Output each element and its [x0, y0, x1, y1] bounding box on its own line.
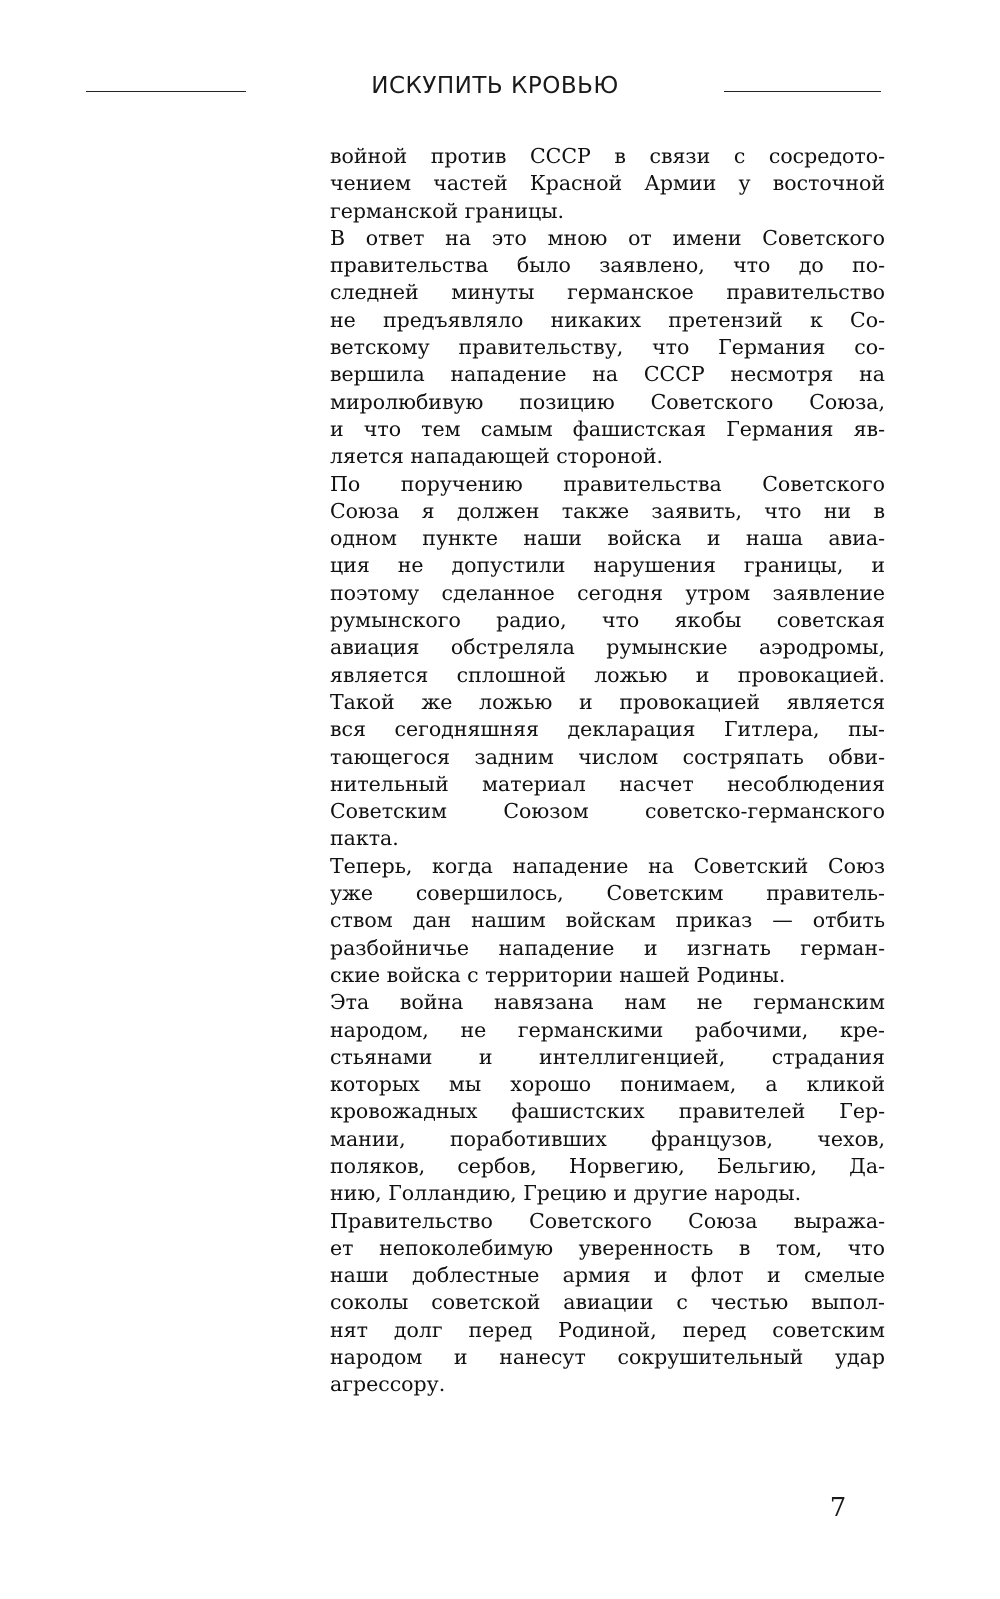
text-line: нят долг перед Родиной, перед советским: [330, 1317, 885, 1342]
text-line: миролюбивую позицию Советского Союза,: [330, 389, 885, 414]
text-line: ством дан нашим войскам приказ — отбить: [330, 908, 885, 933]
text-line: В ответ на это мною от имени Советского: [330, 225, 885, 250]
running-title: ИСКУПИТЬ КРОВЬЮ: [371, 73, 619, 99]
text-line: тающегося задним числом состряпать обви-: [330, 744, 885, 769]
text-line: стьянами и интеллигенцией, страдания: [330, 1044, 885, 1069]
text-line: одном пункте наши войска и наша авиа-: [330, 526, 885, 551]
text-line: народом и нанесут сокрушительный удар: [330, 1345, 885, 1370]
text-line: правительства было заявлено, что до по-: [330, 253, 885, 278]
text-line: вершила нападение на СССР несмотря на: [330, 362, 885, 387]
running-header: [0, 70, 1000, 110]
paragraph: [330, 989, 885, 1207]
text-line: уже совершилось, Советским правитель-: [330, 881, 885, 906]
text-line: которых мы хорошо понимаем, а кликой: [330, 1072, 885, 1097]
text-line: Эта война навязана нам не германским: [330, 990, 885, 1015]
text-line: чением частей Красной Армии у восточной: [330, 171, 885, 196]
paragraph: [330, 225, 885, 471]
text-line: авиация обстреляла румынские аэродромы,: [330, 635, 885, 660]
text-line: народом, не германскими рабочими, кре-: [330, 1017, 885, 1042]
paragraph: [330, 143, 885, 225]
page-number: 7: [829, 1493, 847, 1523]
text-line: наши доблестные армия и флот и смелые: [330, 1263, 885, 1288]
text-line: нию, Голландию, Грецию и другие народы.: [330, 1181, 802, 1206]
text-line: кровожадных фашистских правителей Гер-: [330, 1099, 885, 1124]
text-line: мании, поработивших французов, чехов,: [330, 1126, 885, 1151]
text-line: ет непоколебимую уверенность в том, что: [330, 1235, 885, 1260]
header-rule-left: [86, 91, 246, 92]
paragraph: [330, 471, 885, 853]
text-line: румынского радио, что якобы советская: [330, 608, 885, 633]
text-line: нительный материал насчет несоблюдения: [330, 771, 885, 796]
text-line: Теперь, когда нападение на Советский Союз: [330, 853, 885, 878]
text-line: Советским Союзом советско-германского: [330, 799, 885, 824]
text-line: германской границы.: [330, 198, 565, 223]
text-line: является сплошной ложью и провокацией.: [330, 662, 885, 687]
text-line: соколы советской авиации с честью выпол-: [330, 1290, 885, 1315]
body-text: [330, 143, 885, 1399]
paragraph: [330, 1208, 885, 1399]
text-line: поэтому сделанное сегодня утром заявление: [330, 580, 885, 605]
text-line: пакта.: [330, 826, 399, 851]
text-line: агрессору.: [330, 1372, 446, 1397]
text-line: Союза я должен также заявить, что ни в: [330, 498, 885, 523]
text-line: поляков, сербов, Норвегию, Бельгию, Да-: [330, 1153, 885, 1178]
text-line: вся сегодняшняя декларация Гитлера, пы-: [330, 717, 885, 742]
text-line: ляется нападающей стороной.: [330, 444, 664, 469]
text-line: и что тем самым фашистская Германия яв-: [330, 416, 885, 441]
text-line: следней минуты германское правительство: [330, 280, 885, 305]
text-line: ские войска с территории нашей Родины.: [330, 962, 786, 987]
text-line: По поручению правительства Советского: [330, 471, 885, 496]
text-line: Правительство Советского Союза выража-: [330, 1208, 885, 1233]
header-rule-right: [724, 91, 881, 92]
text-line: ция не допустили нарушения границы, и: [330, 553, 885, 578]
text-line: войной против СССР в связи с сосредото-: [330, 144, 885, 168]
text-line: не предъявляло никаких претензий к Со-: [330, 307, 885, 332]
text-line: Такой же ложью и провокацией является: [330, 689, 885, 714]
text-line: ветскому правительству, что Германия со-: [330, 335, 885, 360]
text-line: разбойничье нападение и изгнать герман-: [330, 935, 885, 960]
paragraph: [330, 853, 885, 989]
